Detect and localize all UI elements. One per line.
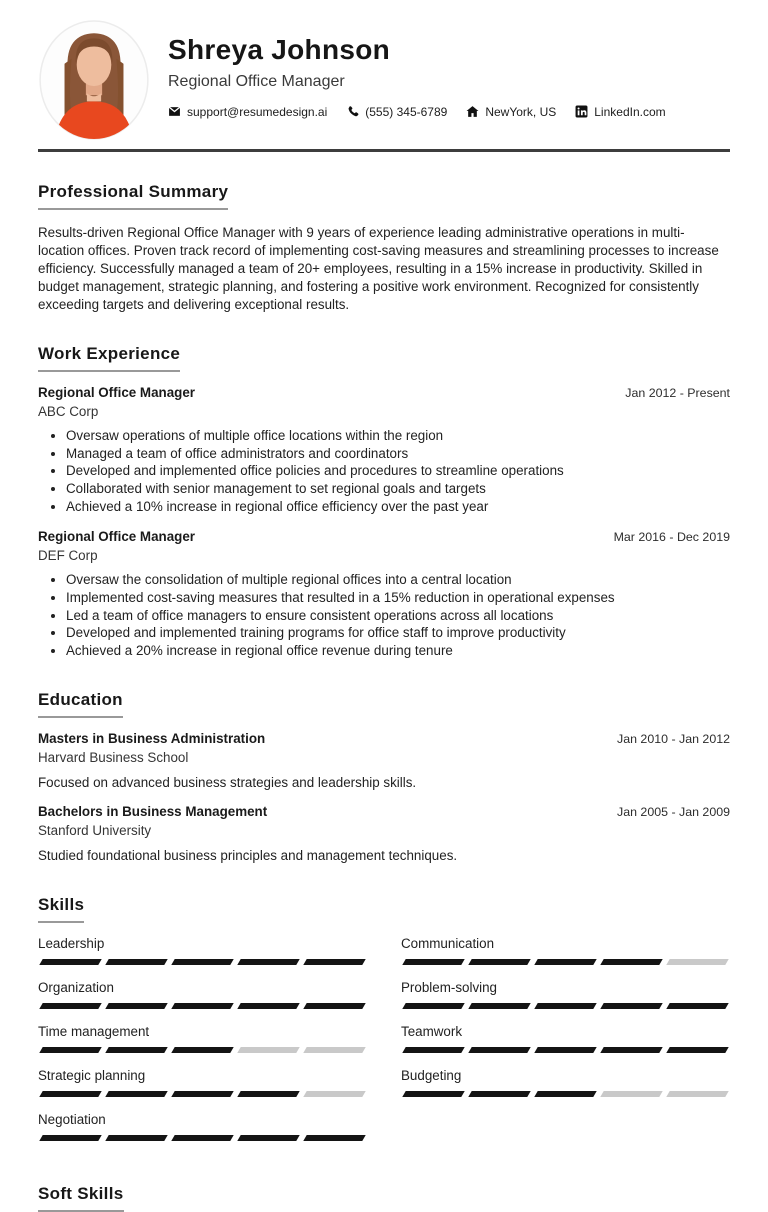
- email-icon: [168, 105, 181, 118]
- skill-bar-segment: [600, 1091, 662, 1097]
- skill-name: Organization: [38, 979, 114, 995]
- bullet-item: • Managed a team of office administrators and coordinators: [66, 445, 730, 463]
- skill-bar-segment: [666, 1091, 728, 1097]
- skill-bar-segment: [600, 959, 662, 965]
- bullet-item: • Oversaw the consolidation of multiple regional offices into a central location: [66, 571, 730, 589]
- skill-bar-segment: [303, 1091, 365, 1097]
- section-work-experience: [38, 344, 730, 660]
- header-divider: [38, 149, 730, 152]
- skill-bar-segment: [600, 1003, 662, 1009]
- job-title: Regional Office Manager: [38, 384, 195, 400]
- section-professional-summary: [38, 182, 730, 314]
- skill-bar-segment: [171, 1047, 233, 1053]
- job-bullet-list: [38, 571, 730, 660]
- job-entry-head: [38, 385, 730, 400]
- linkedin-icon: [575, 105, 588, 118]
- education-dates: Jan 2010 - Jan 2012: [617, 732, 730, 747]
- education-entry-head: [38, 731, 730, 746]
- skill-bar-segment: [105, 1091, 167, 1097]
- skill-bar-segment: [303, 1047, 365, 1053]
- education-entry-head: [38, 804, 730, 819]
- skill-bar-segment: [666, 1003, 728, 1009]
- skill-bar-segment: [402, 1091, 464, 1097]
- skills-column-right: [401, 936, 730, 1156]
- job-entry-head: [38, 529, 730, 544]
- skill-name: Negotiation: [38, 1111, 106, 1127]
- work-heading: Work Experience: [38, 344, 180, 372]
- skill-level-bar: [401, 1003, 730, 1009]
- bullet-item: • Oversaw operations of multiple office locations within the region: [66, 427, 730, 445]
- skill-bar-segment: [39, 959, 101, 965]
- skill-bar-segment: [39, 1047, 101, 1053]
- bullet-item: • Achieved a 10% increase in regional office efficiency over the past year: [66, 498, 730, 516]
- skill-bar-segment: [402, 959, 464, 965]
- avatar-photo-icon: [38, 18, 150, 142]
- skill-bar-segment: [237, 1135, 299, 1141]
- skill-name: Budgeting: [401, 1067, 462, 1083]
- job-company: ABC Corp: [38, 403, 99, 419]
- home-icon: [466, 105, 479, 118]
- skill-bar-segment: [237, 1047, 299, 1053]
- skill-bar-segment: [171, 1003, 233, 1009]
- skill-bar-segment: [39, 1091, 101, 1097]
- bullet-item: • Developed and implemented office policies and procedures to streamline operations: [66, 462, 730, 480]
- education-school: Harvard Business School: [38, 750, 189, 766]
- avatar: [38, 18, 150, 142]
- skill-bar-segment: [171, 1091, 233, 1097]
- skill-bar-segment: [402, 1003, 464, 1009]
- skill-bar-segment: [600, 1047, 662, 1053]
- skill-bar-segment: [534, 959, 596, 965]
- skill-bar-segment: [105, 1003, 167, 1009]
- section-education: [38, 690, 730, 865]
- section-skills: [38, 895, 730, 1156]
- job-company: DEF Corp: [38, 547, 98, 563]
- skills-columns: [38, 936, 730, 1156]
- contact-row: [168, 105, 666, 119]
- contact-linkedin-text: LinkedIn.com: [594, 104, 666, 119]
- summary-text: Results-driven Regional Office Manager with 9 years of experience leading administrative operations in multi-location offices. Proven track record of implementing cost-saving measures and streamlining processes to increase efficiency. Successfully managed a team of 20+ employees, resulting in a 15% increase in productivity. Skilled in budget management, strategic planning, and fostering a positive work environment. Recognized for consistently exceeding targets and delivering exceptional results.: [38, 225, 719, 312]
- skill-name: Strategic planning: [38, 1067, 146, 1083]
- skill-bar-segment: [303, 1003, 365, 1009]
- candidate-role: Regional Office Manager: [168, 72, 345, 90]
- job-dates: Jan 2012 - Present: [625, 385, 730, 400]
- header-text: [168, 18, 666, 119]
- bullet-item: • Led a team of office managers to ensure consistent operations across all locations: [66, 607, 730, 625]
- skill-level-bar: [38, 1091, 367, 1097]
- education-description: Studied foundational business principles and management techniques.: [38, 848, 458, 864]
- skill-bar-segment: [105, 1047, 167, 1053]
- bullet-item: • Achieved a 20% increase in regional office revenue during tenure: [66, 642, 730, 660]
- skill-name: Teamwork: [401, 1023, 463, 1039]
- job-entry: [38, 529, 730, 660]
- skill-bar-segment: [105, 959, 167, 965]
- skill-item: [38, 1112, 367, 1141]
- skill-bar-segment: [666, 1047, 728, 1053]
- resume-header: [38, 18, 730, 142]
- skill-bar-segment: [468, 959, 530, 965]
- education-heading: Education: [38, 690, 123, 718]
- skill-bar-segment: [171, 1135, 233, 1141]
- skill-bar-segment: [534, 1003, 596, 1009]
- education-entry: [38, 804, 730, 864]
- skill-item: [401, 1024, 730, 1053]
- skill-level-bar: [401, 959, 730, 965]
- skill-item: [38, 936, 367, 965]
- skill-bar-segment: [39, 1135, 101, 1141]
- skill-bar-segment: [534, 1091, 596, 1097]
- skill-name: Time management: [38, 1023, 150, 1039]
- education-dates: Jan 2005 - Jan 2009: [617, 805, 730, 820]
- skills-column-left: [38, 936, 367, 1156]
- skill-name: Leadership: [38, 935, 105, 951]
- skill-bar-segment: [39, 1003, 101, 1009]
- education-description: Focused on advanced business strategies and leadership skills.: [38, 775, 417, 791]
- contact-location-text: NewYork, US: [485, 104, 557, 119]
- skill-level-bar: [401, 1091, 730, 1097]
- skill-bar-segment: [303, 1135, 365, 1141]
- skill-item: [401, 936, 730, 965]
- skill-name: Problem-solving: [401, 979, 498, 995]
- skill-bar-segment: [303, 959, 365, 965]
- skill-bar-segment: [402, 1047, 464, 1053]
- skill-item: [401, 1068, 730, 1097]
- skill-bar-segment: [105, 1135, 167, 1141]
- education-entry: [38, 731, 730, 791]
- phone-icon: [346, 105, 359, 118]
- skill-level-bar: [401, 1047, 730, 1053]
- contact-email-text: support@resumedesign.ai: [187, 104, 328, 119]
- contact-linkedin[interactable]: [575, 105, 665, 119]
- bullet-item: • Collaborated with senior management to set regional goals and targets: [66, 480, 730, 498]
- skill-level-bar: [38, 1135, 367, 1141]
- skill-level-bar: [38, 1047, 367, 1053]
- education-school: Stanford University: [38, 823, 152, 839]
- skill-item: [401, 980, 730, 1009]
- education-degree: Masters in Business Administration: [38, 731, 266, 747]
- candidate-name: Shreya Johnson: [168, 34, 391, 65]
- soft-skills-heading: Soft Skills: [38, 1184, 124, 1212]
- skills-heading: Skills: [38, 895, 84, 923]
- skill-bar-segment: [666, 959, 728, 965]
- skill-bar-segment: [468, 1003, 530, 1009]
- bullet-item: • Implemented cost-saving measures that resulted in a 15% reduction in operational expenses: [66, 589, 730, 607]
- job-title: Regional Office Manager: [38, 528, 195, 544]
- skill-bar-segment: [534, 1047, 596, 1053]
- contact-phone: [346, 105, 447, 119]
- contact-email[interactable]: [168, 105, 327, 119]
- skill-bar-segment: [237, 959, 299, 965]
- skill-level-bar: [38, 959, 367, 965]
- skill-item: [38, 1024, 367, 1053]
- skill-bar-segment: [468, 1047, 530, 1053]
- skill-bar-segment: [171, 959, 233, 965]
- job-bullet-list: [38, 427, 730, 516]
- job-dates: Mar 2016 - Dec 2019: [613, 529, 730, 544]
- skill-bar-segment: [237, 1003, 299, 1009]
- skill-name: Communication: [401, 935, 495, 951]
- skill-item: [38, 980, 367, 1009]
- skill-item: [38, 1068, 367, 1097]
- bullet-item: • Developed and implemented training programs for office staff to improve productivity: [66, 624, 730, 642]
- contact-location: [466, 105, 556, 119]
- job-entry: [38, 385, 730, 516]
- skill-level-bar: [38, 1003, 367, 1009]
- contact-phone-text: (555) 345-6789: [365, 104, 448, 119]
- summary-heading: Professional Summary: [38, 182, 228, 210]
- skill-bar-segment: [237, 1091, 299, 1097]
- education-degree: Bachelors in Business Management: [38, 804, 268, 820]
- skill-bar-segment: [468, 1091, 530, 1097]
- section-soft-skills: [38, 1184, 730, 1212]
